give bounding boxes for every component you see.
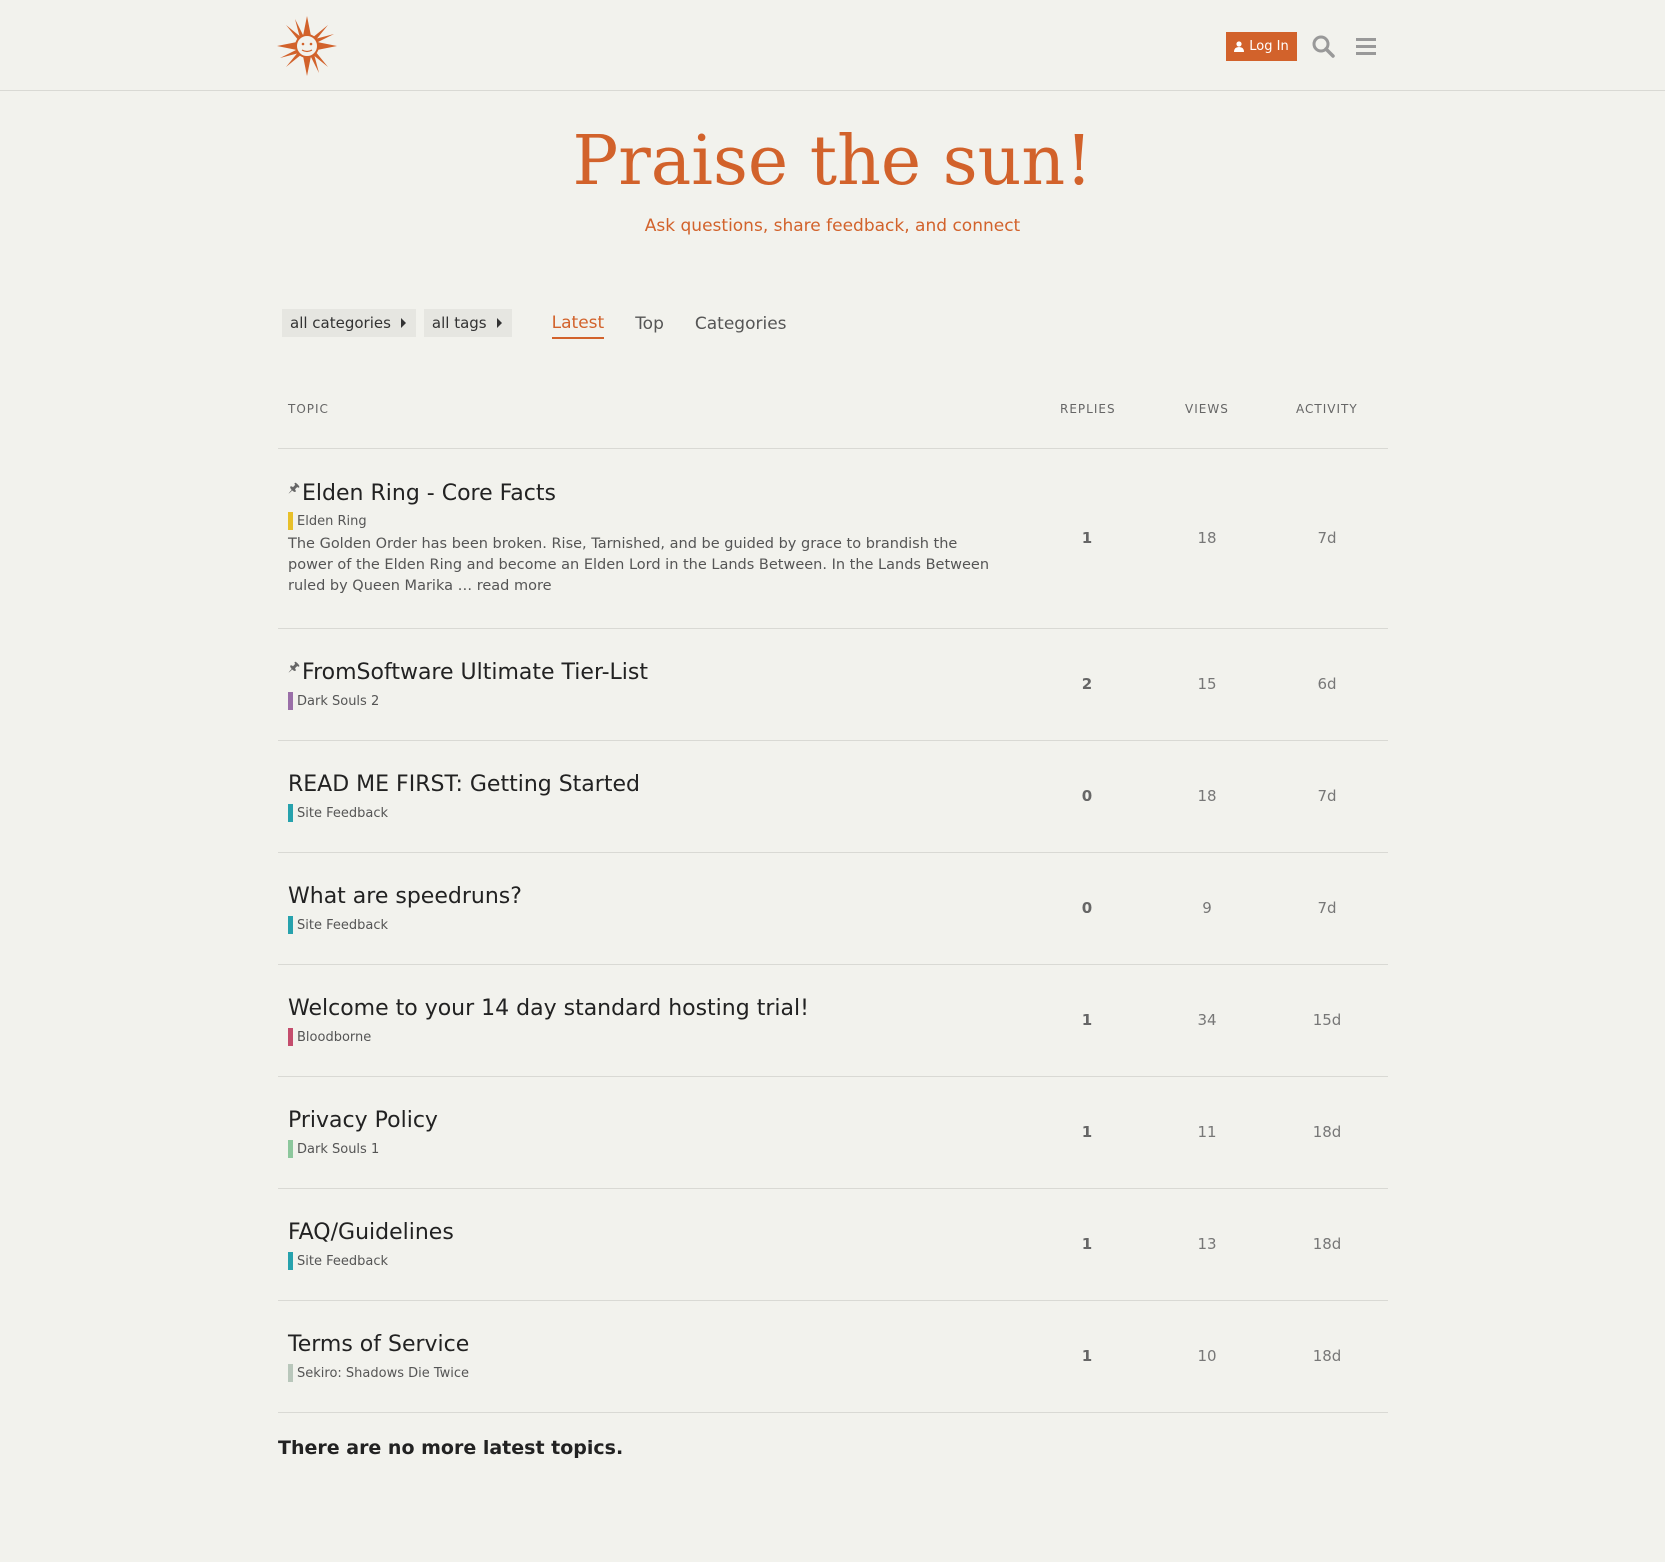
topic-category[interactable]: Site Feedback <box>288 1252 388 1270</box>
topic-row <box>278 1189 1388 1301</box>
search-icon[interactable] <box>1311 34 1335 58</box>
topic-activity[interactable]: 18d <box>1312 1235 1342 1253</box>
navigation-bar <box>282 309 787 337</box>
topic-category[interactable]: Dark Souls 2 <box>288 692 379 710</box>
topic-replies: 1 <box>1081 1347 1093 1365</box>
topic-row <box>278 965 1388 1077</box>
header-views[interactable]: VIEWS <box>1185 402 1229 416</box>
topic-replies: 1 <box>1081 529 1093 547</box>
topic-replies: 0 <box>1081 787 1093 805</box>
topic-category[interactable]: Site Feedback <box>288 804 388 822</box>
hamburger-menu-icon[interactable] <box>1354 34 1378 58</box>
topic-title[interactable]: What are speedruns? <box>288 884 522 909</box>
login-button[interactable] <box>1226 32 1297 61</box>
user-icon <box>1234 41 1244 52</box>
topic-title[interactable]: Welcome to your 14 day standard hosting trial! <box>288 996 809 1021</box>
topic-activity[interactable]: 18d <box>1312 1123 1342 1141</box>
topic-replies: 0 <box>1081 899 1093 917</box>
topic-list-header <box>278 392 1388 449</box>
topic-activity[interactable]: 7d <box>1317 899 1337 917</box>
category-dropdown[interactable] <box>282 309 416 337</box>
topic-row <box>278 1077 1388 1189</box>
login-label: Log In <box>1249 39 1289 54</box>
header-topic[interactable]: TOPIC <box>288 402 329 416</box>
site-header <box>0 0 1665 91</box>
topic-activity[interactable]: 6d <box>1317 675 1337 693</box>
topic-title[interactable]: Privacy Policy <box>288 1108 438 1133</box>
category-color-swatch <box>288 512 293 530</box>
category-color-swatch <box>288 1364 293 1382</box>
topic-views: 13 <box>1197 1235 1217 1253</box>
pin-icon: 🖈 <box>288 660 301 675</box>
topic-replies: 1 <box>1081 1235 1093 1253</box>
topic-views: 11 <box>1197 1123 1217 1141</box>
tag-dropdown-label: all tags <box>431 314 487 332</box>
topic-views: 10 <box>1197 1347 1217 1365</box>
caret-right-icon <box>497 318 502 328</box>
caret-right-icon <box>401 318 406 328</box>
tab-categories[interactable]: Categories <box>694 314 787 334</box>
tag-dropdown[interactable] <box>424 309 512 337</box>
topic-views: 18 <box>1197 529 1217 547</box>
no-more-topics-message: There are no more latest topics. <box>278 1437 624 1459</box>
topic-category[interactable]: Elden Ring <box>288 512 367 530</box>
page-title: Praise the sun! <box>572 122 1093 201</box>
topic-activity[interactable]: 15d <box>1312 1011 1342 1029</box>
topic-activity[interactable]: 7d <box>1317 529 1337 547</box>
topic-category[interactable]: Dark Souls 1 <box>288 1140 379 1158</box>
read-more-link[interactable]: read more <box>476 578 552 594</box>
category-color-swatch <box>288 1140 293 1158</box>
topic-row <box>278 1301 1388 1413</box>
topic-title[interactable]: READ ME FIRST: Getting Started <box>288 772 640 797</box>
topic-title[interactable]: 🖈FromSoftware Ultimate Tier-List <box>288 660 648 685</box>
pin-icon: 🖈 <box>288 481 301 496</box>
topic-row <box>278 853 1388 965</box>
topic-replies: 2 <box>1081 675 1093 693</box>
category-color-swatch <box>288 1252 293 1270</box>
topic-row <box>278 741 1388 853</box>
topic-category[interactable]: Site Feedback <box>288 916 388 934</box>
topic-replies: 1 <box>1081 1011 1093 1029</box>
topic-views: 18 <box>1197 787 1217 805</box>
topic-activity[interactable]: 7d <box>1317 787 1337 805</box>
category-color-swatch <box>288 692 293 710</box>
topic-excerpt: The Golden Order has been broken. Rise, Tarnished, and be guided by grace to brandish the power of the Elden Ring and become an Elden Lord in the Lands Between. In the Lands Between ruled by Queen Marika … read more <box>288 536 990 594</box>
topic-views: 34 <box>1197 1011 1217 1029</box>
topic-list <box>278 392 1388 1413</box>
page-subtitle: Ask questions, share feedback, and connect <box>644 216 1021 236</box>
topic-row <box>278 629 1388 741</box>
topic-activity[interactable]: 18d <box>1312 1347 1342 1365</box>
topic-row <box>278 449 1388 629</box>
topic-views: 15 <box>1197 675 1217 693</box>
header-activity[interactable]: ACTIVITY <box>1296 402 1358 416</box>
category-color-swatch <box>288 804 293 822</box>
header-replies[interactable]: REPLIES <box>1060 402 1116 416</box>
topic-category[interactable]: Sekiro: Shadows Die Twice <box>288 1364 469 1382</box>
topic-title[interactable]: Terms of Service <box>288 1332 470 1357</box>
topic-category[interactable]: Bloodborne <box>288 1028 371 1046</box>
tab-latest[interactable]: Latest <box>552 313 605 339</box>
topic-title[interactable]: 🖈Elden Ring - Core Facts <box>288 481 556 506</box>
category-color-swatch <box>288 1028 293 1046</box>
tab-top[interactable]: Top <box>635 314 664 334</box>
topic-views: 9 <box>1202 899 1212 917</box>
category-color-swatch <box>288 916 293 934</box>
sun-logo-icon[interactable] <box>277 16 337 76</box>
topic-title[interactable]: FAQ/Guidelines <box>288 1220 454 1245</box>
category-dropdown-label: all categories <box>290 314 391 332</box>
topic-replies: 1 <box>1081 1123 1093 1141</box>
